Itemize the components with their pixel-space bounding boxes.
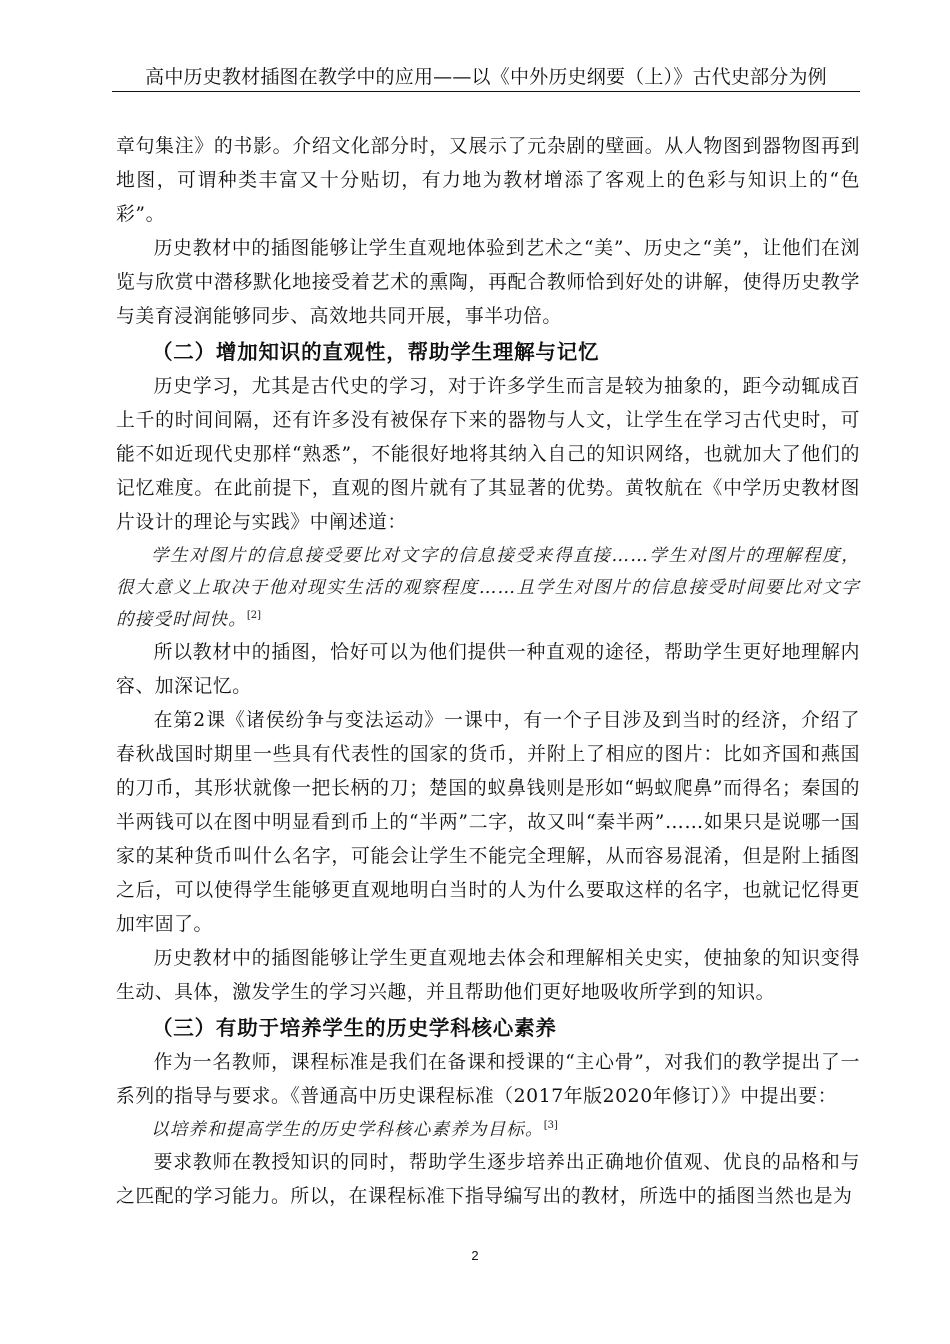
paragraph-currency-example: 在第2课《诸侯纷争与变法运动》一课中，有一个子目涉及到当时的经济，介绍了春秋战国时期里一些具有代表性的国家的货币，并附上了相应的图片：比如齐国和燕国的刀币，其形状就像一把长柄的刀；楚国的蚁鼻钱则是形如“蚂蚁爬鼻”而得名；秦国的半两钱可以在图中明显看到币上的“半两”二字，故又叫“秦半两”……如果只是说哪一国家的某种货币叫什么名字，可能会让学生不能完全理解，从而容易混淆，但是附上插图之后，可以使得学生能够更直观地明白当时的人为什么要取这样的名字，也就记忆得更加牢固了。 <box>116 710 860 935</box>
block-quote-1-text: 学生对图片的信息接受要比对文字的信息接受来得直接……学生对图片的理解程度，很大意义上取决于他对现实生活的观察程度……且学生对图片的信息接受时间要比对文字的接受时间快。 <box>116 546 860 630</box>
document-body <box>116 130 860 1214</box>
paragraph-abstract-history: 历史学习，尤其是古代史的学习，对于许多学生而言是较为抽象的，距今动辄成百上千的时间间隔，还有许多没有被保存下来的器物与人文，让学生在学习古代史时，可能不如近现代史那样“熟悉”，不能很好地将其纳入自己的知识网络，也就加大了他们的记忆难度。在此前提下，直观的图片就有了其显著的优势。黄牧航在《中学历史教材图片设计的理论与实践》中阐述道： <box>116 376 860 533</box>
paragraph-teacher-requirement: 要求教师在教授知识的同时，帮助学生逐步培养出正确地价值观、优良的品格和与之匹配的学习能力。所以，在课程标准下指导编写出的教材，所选中的插图当然也是为 <box>116 1152 860 1207</box>
section-heading-2: （二）增加知识的直观性，帮助学生理解与记忆 <box>152 340 600 364</box>
header-rule <box>112 91 860 92</box>
running-header: 高中历史教材插图在教学中的应用——以《中外历史纲要（上）》古代史部分为例 <box>145 66 827 88</box>
block-quote-1 <box>116 540 860 636</box>
paragraph-concrete-knowledge: 历史教材中的插图能够让学生更直观地去体会和理解相关史实，使抽象的知识变得生动、具体，激发学生的学习兴趣，并且帮助他们更好地吸收所学到的知识。 <box>116 948 860 1003</box>
page-number: 2 <box>471 1248 479 1263</box>
paragraph-illustration-path: 所以教材中的插图，恰好可以为他们提供一种直观的途径，帮助学生更好地理解内容、加深记忆。 <box>116 642 860 697</box>
section-heading-3: （三）有助于培养学生的历史学科核心素养 <box>152 1016 557 1040</box>
citation-3: [3] <box>543 1120 558 1132</box>
paragraph-continued: 章句集注》的书影。介绍文化部分时，又展示了元杂剧的壁画。从人物图到器物图再到地图，可谓种类丰富又十分贴切，有力地为教材增添了客观上的色彩与知识上的“色彩”。 <box>116 136 860 225</box>
paragraph-aesthetics: 历史教材中的插图能够让学生直观地体验到艺术之“美”、历史之“美”，让他们在浏览与欣赏中潜移默化地接受着艺术的熏陶，再配合教师恰到好处的讲解，使得历史教学与美育浸润能够同步、高效地共同开展，事半功倍。 <box>116 238 860 327</box>
block-quote-2-text: 以培养和提高学生的历史学科核心素养为目标。 <box>151 1120 544 1140</box>
citation-2: [2] <box>246 610 262 622</box>
paragraph-curriculum-standard: 作为一名教师，课程标准是我们在备课和授课的“主心骨”，对我们的教学提出了一系列的指导与要求。《普通高中历史课程标准（2017年版2020年修订）》中提出要： <box>116 1052 860 1107</box>
block-quote-2 <box>116 1114 860 1146</box>
